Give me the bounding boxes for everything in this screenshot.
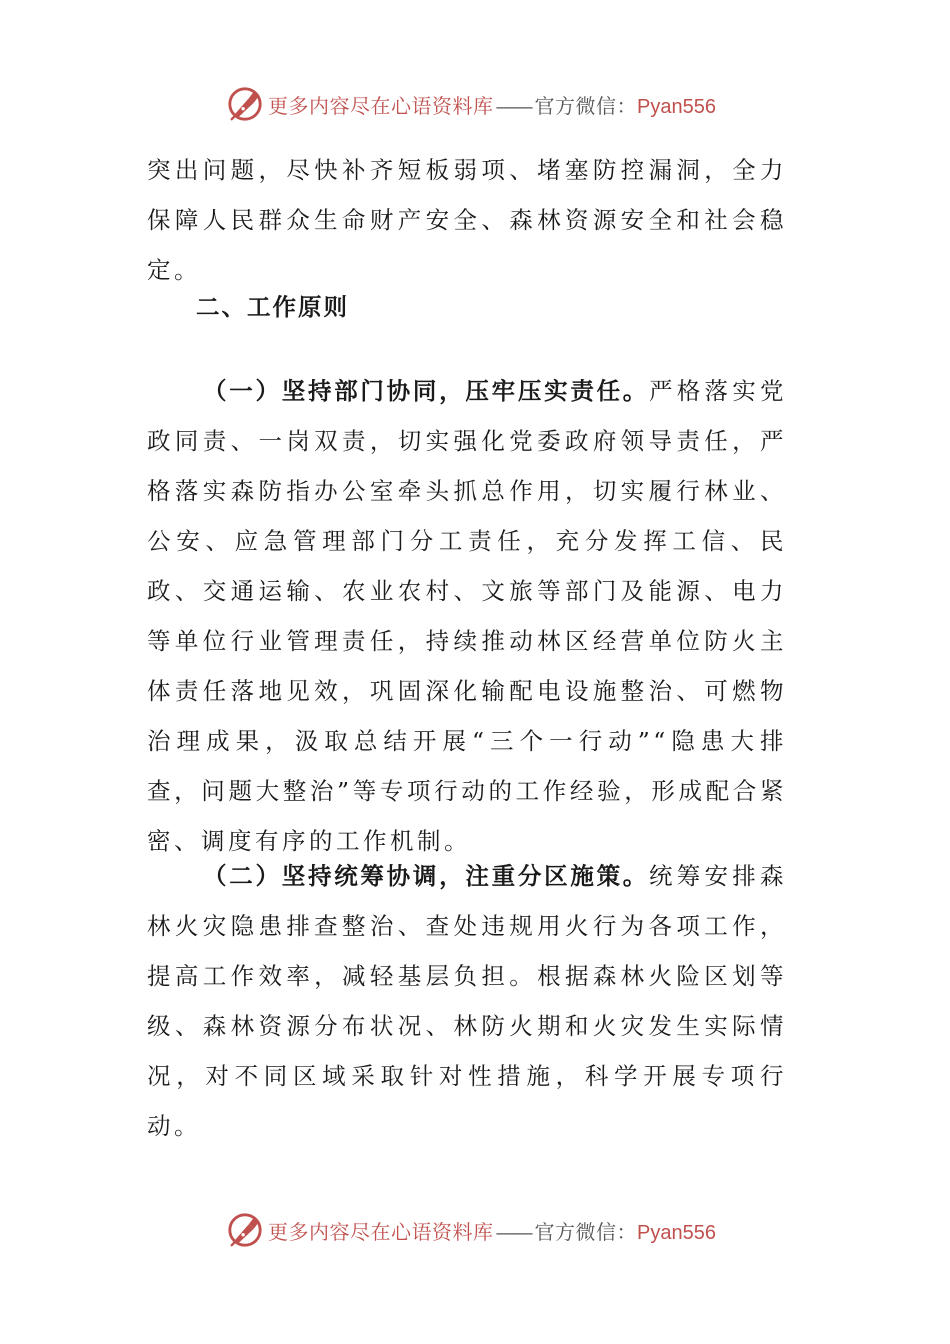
paragraph-principle-1 — [147, 366, 787, 866]
banner-dash: —— — [495, 93, 532, 118]
banner-wechat-label: 官方微信： — [534, 1219, 637, 1244]
banner-brand: 更多内容尽在心语资料库 — [268, 93, 494, 118]
paragraph-principle-2 — [147, 851, 787, 1151]
principle-1-title: （一）坚持部门协同，压牢压实责任。 — [203, 377, 650, 405]
principle-2-body: 统筹安排森林火灾隐患排查整治、查处违规用火行为各项工作，提高工作效率，减轻基层负担。根据森林火险区划等级、森林资源分布状况、林防火期和火灾发生实际情况，对不同区域采取针对性措施，科学开展专项行动。 — [147, 862, 787, 1140]
banner-text — [268, 1216, 716, 1245]
paragraph-continuation: 突出问题，尽快补齐短板弱项、堵塞防控漏洞，全力保障人民群众生命财产安全、森林资源安全和社会稳定。 — [147, 156, 787, 284]
footer-banner — [226, 1208, 716, 1252]
banner-dash: —— — [495, 1219, 532, 1244]
pen-nib-logo-icon — [226, 1211, 264, 1249]
banner-brand: 更多内容尽在心语资料库 — [268, 1219, 494, 1244]
section-heading: 二、工作原则 — [196, 293, 349, 321]
banner-text — [268, 90, 716, 119]
banner-wechat-label: 官方微信： — [534, 93, 637, 118]
banner-wechat-id: Pyan556 — [637, 1221, 716, 1244]
principle-1-body: 严格落实党政同责、一岗双责，切实强化党委政府领导责任，严格落实森防指办公室牵头抓总作用，切实履行林业、公安、应急管理部门分工责任，充分发挥工信、民政、交通运输、农业农村、文旅等部门及能源、电力等单位行业管理责任，持续推动林区经营单位防火主体责任落地见效，巩固深化输配电设施整治、可燃物治理成果，汲取总结开展“三个一行动”“隐患大排查，问题大整治”等专项行动的工作经验，形成配合紧密、调度有序的工作机制。 — [147, 377, 787, 855]
pen-nib-logo-icon — [226, 85, 264, 123]
header-banner — [226, 82, 716, 126]
principle-2-title: （二）坚持统筹协调，注重分区施策。 — [203, 862, 650, 890]
banner-wechat-id: Pyan556 — [637, 95, 716, 118]
